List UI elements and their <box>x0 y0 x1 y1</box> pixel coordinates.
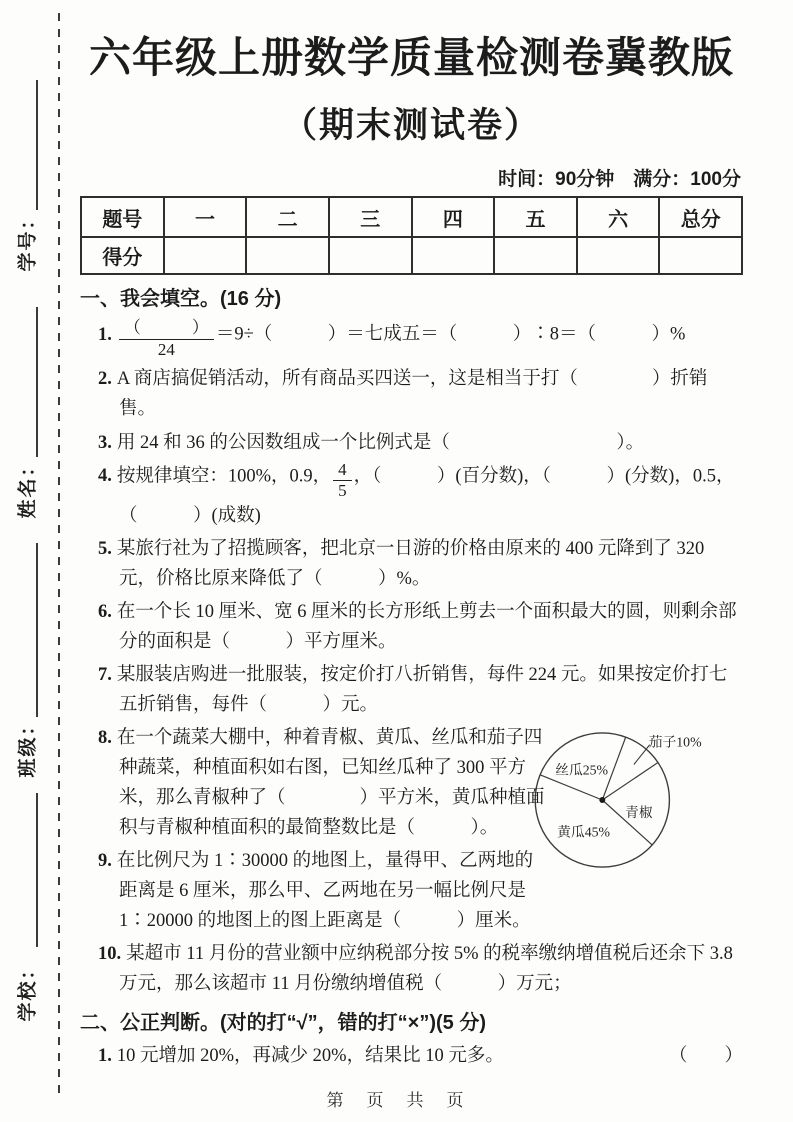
judgment-text-group <box>98 1041 504 1071</box>
student-school-label: 学校： <box>17 958 39 1022</box>
question-number: 4. <box>98 466 112 487</box>
vegetable-area-pie-chart <box>551 725 743 875</box>
student-class-writing-line <box>36 543 38 717</box>
question-text: 10 元增加 20%，再减少 20%，结果比 10 元多。 <box>116 1046 504 1067</box>
question-7 <box>80 660 743 720</box>
student-class-label: 班级： <box>17 714 39 778</box>
question-text: 按规律填空：100%，0.9， <box>116 466 332 487</box>
score-table-header-cell: 一 <box>164 197 247 237</box>
question-1 <box>80 319 743 359</box>
eggplant-leader-line <box>634 745 650 765</box>
score-table-header-cell: 三 <box>329 197 412 237</box>
question-text: 在一个蔬菜大棚中，种着青椒、黄瓜、丝瓜和茄子四种蔬菜，种植面积如右图，已知丝瓜种了 300 平方米，那么青椒种了（ ）平方米，黄瓜种植面积与青椒种植面积的最简整数比是（ ）。 <box>116 728 545 839</box>
pie-label-eggplant: 茄子10% <box>648 734 702 750</box>
paper-subtitle: （期末测试卷） <box>281 106 541 146</box>
question-3 <box>80 428 743 458</box>
score-cell-empty <box>412 237 495 274</box>
paper-title: 六年级上册数学质量检测卷冀教版 <box>88 34 734 81</box>
question-text: ，（ ）(百分数)，（ ）(分数)，0.5，（ ）(成数) <box>119 466 735 527</box>
paper-content <box>80 0 743 1071</box>
question-text: 某超市 11 月份的营业额中应纳税部分按 5% 的税率缴纳增值税后还余下 3.8 万元，那么该超市 11 月份缴纳增值税（ ）万元； <box>119 944 733 995</box>
fraction-numerator: 4 <box>333 461 352 482</box>
fraction-numerator-blank: （ ） <box>119 319 214 340</box>
question-number: 1. <box>98 1046 112 1067</box>
pie-divider-upper-right <box>602 763 658 801</box>
score-table <box>80 196 743 275</box>
score-table-header-cell: 五 <box>494 197 577 237</box>
fraction-4-over-5 <box>333 461 352 501</box>
question-number: 7. <box>98 665 112 686</box>
score-table-header-cell: 二 <box>246 197 329 237</box>
score-table-header-row <box>81 197 742 237</box>
question-number: 10. <box>98 944 122 965</box>
question-number: 3. <box>98 432 112 453</box>
pie-divider-left <box>540 775 602 800</box>
score-cell-empty <box>494 237 577 274</box>
question-number: 2. <box>98 368 112 389</box>
score-table-header-cell: 四 <box>412 197 495 237</box>
question-4 <box>80 461 743 531</box>
student-name-label: 姓名： <box>17 455 39 519</box>
score-cell-empty <box>246 237 329 274</box>
time-score-info: 时间：90分钟 满分：100分 <box>498 169 741 191</box>
fraction-denominator: 5 <box>338 481 347 501</box>
student-number-writing-line <box>36 80 38 210</box>
question-text: 某旅行社为了招揽顾客，把北京一日游的价格由原来的 400 元降到了 320 元，价格比原来降低了（ ）%。 <box>116 539 705 590</box>
student-number-label: 学号： <box>17 208 39 272</box>
question-6 <box>80 597 743 657</box>
question-2 <box>80 364 743 424</box>
question-number: 1. <box>98 324 112 345</box>
pie-chart-svg <box>530 725 722 875</box>
judgment-question-1 <box>80 1041 743 1071</box>
score-cell-empty <box>329 237 412 274</box>
page-footer: 第 页 共 页 <box>326 1091 467 1110</box>
pie-label-loofah: 丝瓜25% <box>555 762 609 778</box>
question-text: 某服装店购进一批服装，按定价打八折销售，每件 224 元。如果按定价打七五折销售，每件（ ）元。 <box>116 665 728 716</box>
section1-heading: 一、我会填空。(16 分) <box>80 288 282 311</box>
score-table-header-cell: 总分 <box>659 197 742 237</box>
student-school-writing-line <box>36 793 38 947</box>
score-table-score-row <box>81 237 742 274</box>
score-cell-empty <box>659 237 742 274</box>
question-number: 9. <box>98 851 112 872</box>
score-cell-empty <box>577 237 660 274</box>
score-row-label: 得分 <box>81 237 164 274</box>
question-10 <box>80 939 743 999</box>
question-text: A 商店搞促销活动，所有商品买四送一，这是相当于打（ ）折销售。 <box>116 368 708 419</box>
question-5 <box>80 534 743 594</box>
score-table-header-cell: 题号 <box>81 197 164 237</box>
question-text: 用 24 和 36 的公因数组成一个比例式是（ ）。 <box>116 432 645 453</box>
pie-center-dot <box>599 797 605 803</box>
question-text: 在一个长 10 厘米、宽 6 厘米的长方形纸上剪去一个面积最大的圆，则剩余部分的面积是（ ）平方厘米。 <box>116 602 737 653</box>
question-text: 在比例尺为 1∶30000 的地图上，量得甲、乙两地的距离是 6 厘米，那么甲、乙两地在另一幅比例尺是 1∶20000 的地图上的图上距离是（ ）厘米。 <box>116 851 534 932</box>
question-number: 8. <box>98 728 112 749</box>
question-text: ＝9÷（ ）＝七成五＝（ ）∶8＝（ ）% <box>215 324 686 345</box>
fraction-blank-over-24 <box>119 319 214 359</box>
fraction-denominator: 24 <box>157 339 175 359</box>
pie-label-green-pepper: 青椒 <box>625 804 653 820</box>
judgment-answer-blank: （ ） <box>668 1046 743 1067</box>
margin-dashed-cutline <box>58 13 60 1098</box>
question-8 <box>80 723 743 843</box>
score-table-header-cell: 六 <box>577 197 660 237</box>
pie-label-cucumber: 黄瓜45% <box>557 824 611 840</box>
question-number: 5. <box>98 539 112 560</box>
score-cell-empty <box>164 237 247 274</box>
section2-heading: 二、公正判断。(对的打“√”，错的打“×”)(5 分) <box>80 1012 486 1035</box>
question-number: 6. <box>98 602 112 623</box>
student-name-writing-line <box>36 307 38 457</box>
